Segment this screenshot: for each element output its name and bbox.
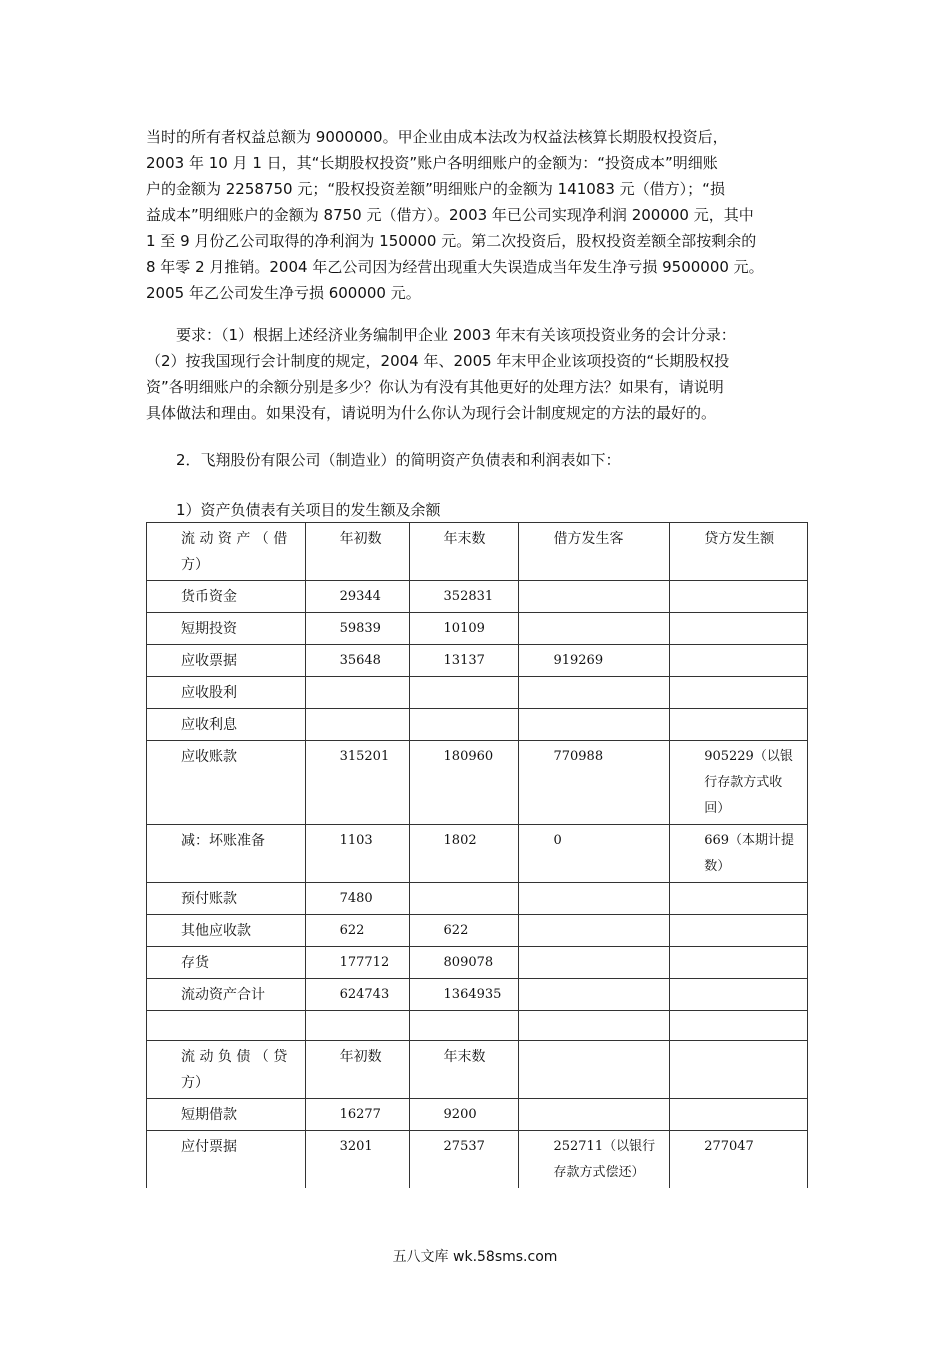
table-row bbox=[147, 1099, 808, 1131]
table-row bbox=[147, 1131, 808, 1189]
cell: 352831 bbox=[409, 581, 519, 613]
cell bbox=[670, 947, 808, 979]
intro-line: 2003 年 10 月 1 日，其“长期股权投资”账户各明细账户的金额为：“投资成本”明细账 bbox=[146, 154, 718, 172]
requirements-paragraph bbox=[146, 322, 818, 426]
cell bbox=[670, 1099, 808, 1131]
cell bbox=[519, 709, 670, 741]
intro-line: 8 年零 2 月推销。2004 年乙公司因为经营出现重大失误造成当年发生净亏损 9500000 元。 bbox=[146, 258, 764, 276]
cell bbox=[670, 883, 808, 915]
cell bbox=[409, 709, 519, 741]
intro-line: 益成本”明细账户的金额为 8750 元（借方）。2003 年已公司实现净利润 200000 元，其中 bbox=[146, 206, 754, 224]
cell bbox=[519, 1099, 670, 1131]
header-cell: 借方发生客 bbox=[519, 523, 670, 581]
cell bbox=[305, 709, 409, 741]
cell: 1364935 bbox=[409, 979, 519, 1011]
cell bbox=[670, 613, 808, 645]
requirements-line: 具体做法和理由。如果没有，请说明为什么你认为现行会计制度规定的方法的最好的。 bbox=[146, 404, 717, 422]
row-label: 应收股利 bbox=[147, 677, 306, 709]
empty-cell bbox=[519, 1011, 670, 1041]
cell: 770988 bbox=[519, 741, 670, 825]
cell: 809078 bbox=[409, 947, 519, 979]
cell bbox=[409, 677, 519, 709]
requirements-line: （2）按我国现行会计制度的规定，2004 年、2005 年末甲企业该项投资的“长期股权投 bbox=[146, 352, 730, 370]
table-row bbox=[147, 915, 808, 947]
header-cell: 年初数 bbox=[305, 523, 409, 581]
intro-line: 1 至 9 月份乙公司取得的净利润为 150000 元。第二次投资后，股权投资差额全部按剩余的 bbox=[146, 232, 757, 250]
header-cell: 年末数 bbox=[409, 1041, 519, 1099]
cell: 905229（以银行存款方式收回） bbox=[670, 741, 808, 825]
cell bbox=[670, 677, 808, 709]
cell bbox=[519, 677, 670, 709]
header-cell: 年初数 bbox=[305, 1041, 409, 1099]
table-row bbox=[147, 947, 808, 979]
row-label: 存货 bbox=[147, 947, 306, 979]
cell: 1103 bbox=[305, 825, 409, 883]
requirements-line: 要求：（1）根据上述经济业务编制甲企业 2003 年末有关该项投资业务的会计分录： bbox=[176, 326, 736, 344]
table-row bbox=[147, 709, 808, 741]
intro-line: 2005 年乙公司发生净亏损 600000 元。 bbox=[146, 284, 421, 302]
cell: 624743 bbox=[305, 979, 409, 1011]
row-label: 应收票据 bbox=[147, 645, 306, 677]
row-label: 短期投资 bbox=[147, 613, 306, 645]
cell: 315201 bbox=[305, 741, 409, 825]
header-cell: 流 动 负 债 （ 贷方） bbox=[147, 1041, 306, 1099]
cell: 177712 bbox=[305, 947, 409, 979]
requirements-line: 资”各明细账户的余额分别是多少？你认为有没有其他更好的处理方法？如果有，请说明 bbox=[146, 378, 724, 396]
cell bbox=[519, 979, 670, 1011]
cell: 622 bbox=[305, 915, 409, 947]
cell bbox=[519, 915, 670, 947]
cell: 13137 bbox=[409, 645, 519, 677]
row-label: 流动资产合计 bbox=[147, 979, 306, 1011]
cell: 9200 bbox=[409, 1099, 519, 1131]
cell: 3201 bbox=[305, 1131, 409, 1189]
cell bbox=[409, 883, 519, 915]
cell: 59839 bbox=[305, 613, 409, 645]
cell: 35648 bbox=[305, 645, 409, 677]
table-row bbox=[147, 613, 808, 645]
cell: 10109 bbox=[409, 613, 519, 645]
header-cell: 流 动 资 产 （ 借方） bbox=[147, 523, 306, 581]
cell: 252711（以银行存款方式偿还） bbox=[519, 1131, 670, 1189]
intro-paragraph bbox=[146, 124, 818, 306]
cell: 180960 bbox=[409, 741, 519, 825]
cell: 0 bbox=[519, 825, 670, 883]
table-row bbox=[147, 741, 808, 825]
table-header-row bbox=[147, 523, 808, 581]
empty-cell bbox=[305, 1011, 409, 1041]
balance-sheet-table bbox=[146, 522, 808, 1188]
cell bbox=[670, 709, 808, 741]
header-cell: 年末数 bbox=[409, 523, 519, 581]
cell: 622 bbox=[409, 915, 519, 947]
empty-cell bbox=[147, 1011, 306, 1041]
cell: 919269 bbox=[519, 645, 670, 677]
cell: 7480 bbox=[305, 883, 409, 915]
cell: 277047 bbox=[670, 1131, 808, 1189]
row-label: 短期借款 bbox=[147, 1099, 306, 1131]
cell bbox=[670, 979, 808, 1011]
cell bbox=[670, 915, 808, 947]
cell bbox=[519, 883, 670, 915]
cell bbox=[519, 613, 670, 645]
cell: 27537 bbox=[409, 1131, 519, 1189]
empty-cell bbox=[409, 1011, 519, 1041]
table-row bbox=[147, 677, 808, 709]
header-cell: 贷方发生额 bbox=[670, 523, 808, 581]
row-label: 应付票据 bbox=[147, 1131, 306, 1189]
row-label: 应收利息 bbox=[147, 709, 306, 741]
table-row bbox=[147, 883, 808, 915]
intro-line: 户的金额为 2258750 元；“股权投资差额”明细账户的金额为 141083 元（借方）；“损 bbox=[146, 180, 725, 198]
table-spacer-row bbox=[147, 1011, 808, 1041]
table-caption: 1）资产负债表有关项目的发生额及余额 bbox=[176, 501, 441, 519]
cell: 29344 bbox=[305, 581, 409, 613]
table-row bbox=[147, 645, 808, 677]
cell: 669（本期计提数） bbox=[670, 825, 808, 883]
row-label: 预付账款 bbox=[147, 883, 306, 915]
header-cell bbox=[519, 1041, 670, 1099]
cell bbox=[305, 677, 409, 709]
table-row bbox=[147, 825, 808, 883]
row-label: 其他应收款 bbox=[147, 915, 306, 947]
empty-cell bbox=[670, 1011, 808, 1041]
footer-watermark: 五八文库 wk.58sms.com bbox=[392, 1249, 558, 1265]
cell bbox=[519, 947, 670, 979]
header-cell bbox=[670, 1041, 808, 1099]
cell bbox=[670, 581, 808, 613]
row-label: 减：坏账准备 bbox=[147, 825, 306, 883]
row-label: 货币资金 bbox=[147, 581, 306, 613]
section-2-title: 2．飞翔股份有限公司（制造业）的简明资产负债表和利润表如下： bbox=[176, 451, 621, 469]
cell bbox=[519, 581, 670, 613]
table-header-row-liabilities bbox=[147, 1041, 808, 1099]
cell bbox=[670, 645, 808, 677]
row-label: 应收账款 bbox=[147, 741, 306, 825]
intro-line: 当时的所有者权益总额为 9000000。甲企业由成本法改为权益法核算长期股权投资后， bbox=[146, 128, 728, 146]
table-row bbox=[147, 581, 808, 613]
cell: 16277 bbox=[305, 1099, 409, 1131]
cell: 1802 bbox=[409, 825, 519, 883]
table-row bbox=[147, 979, 808, 1011]
